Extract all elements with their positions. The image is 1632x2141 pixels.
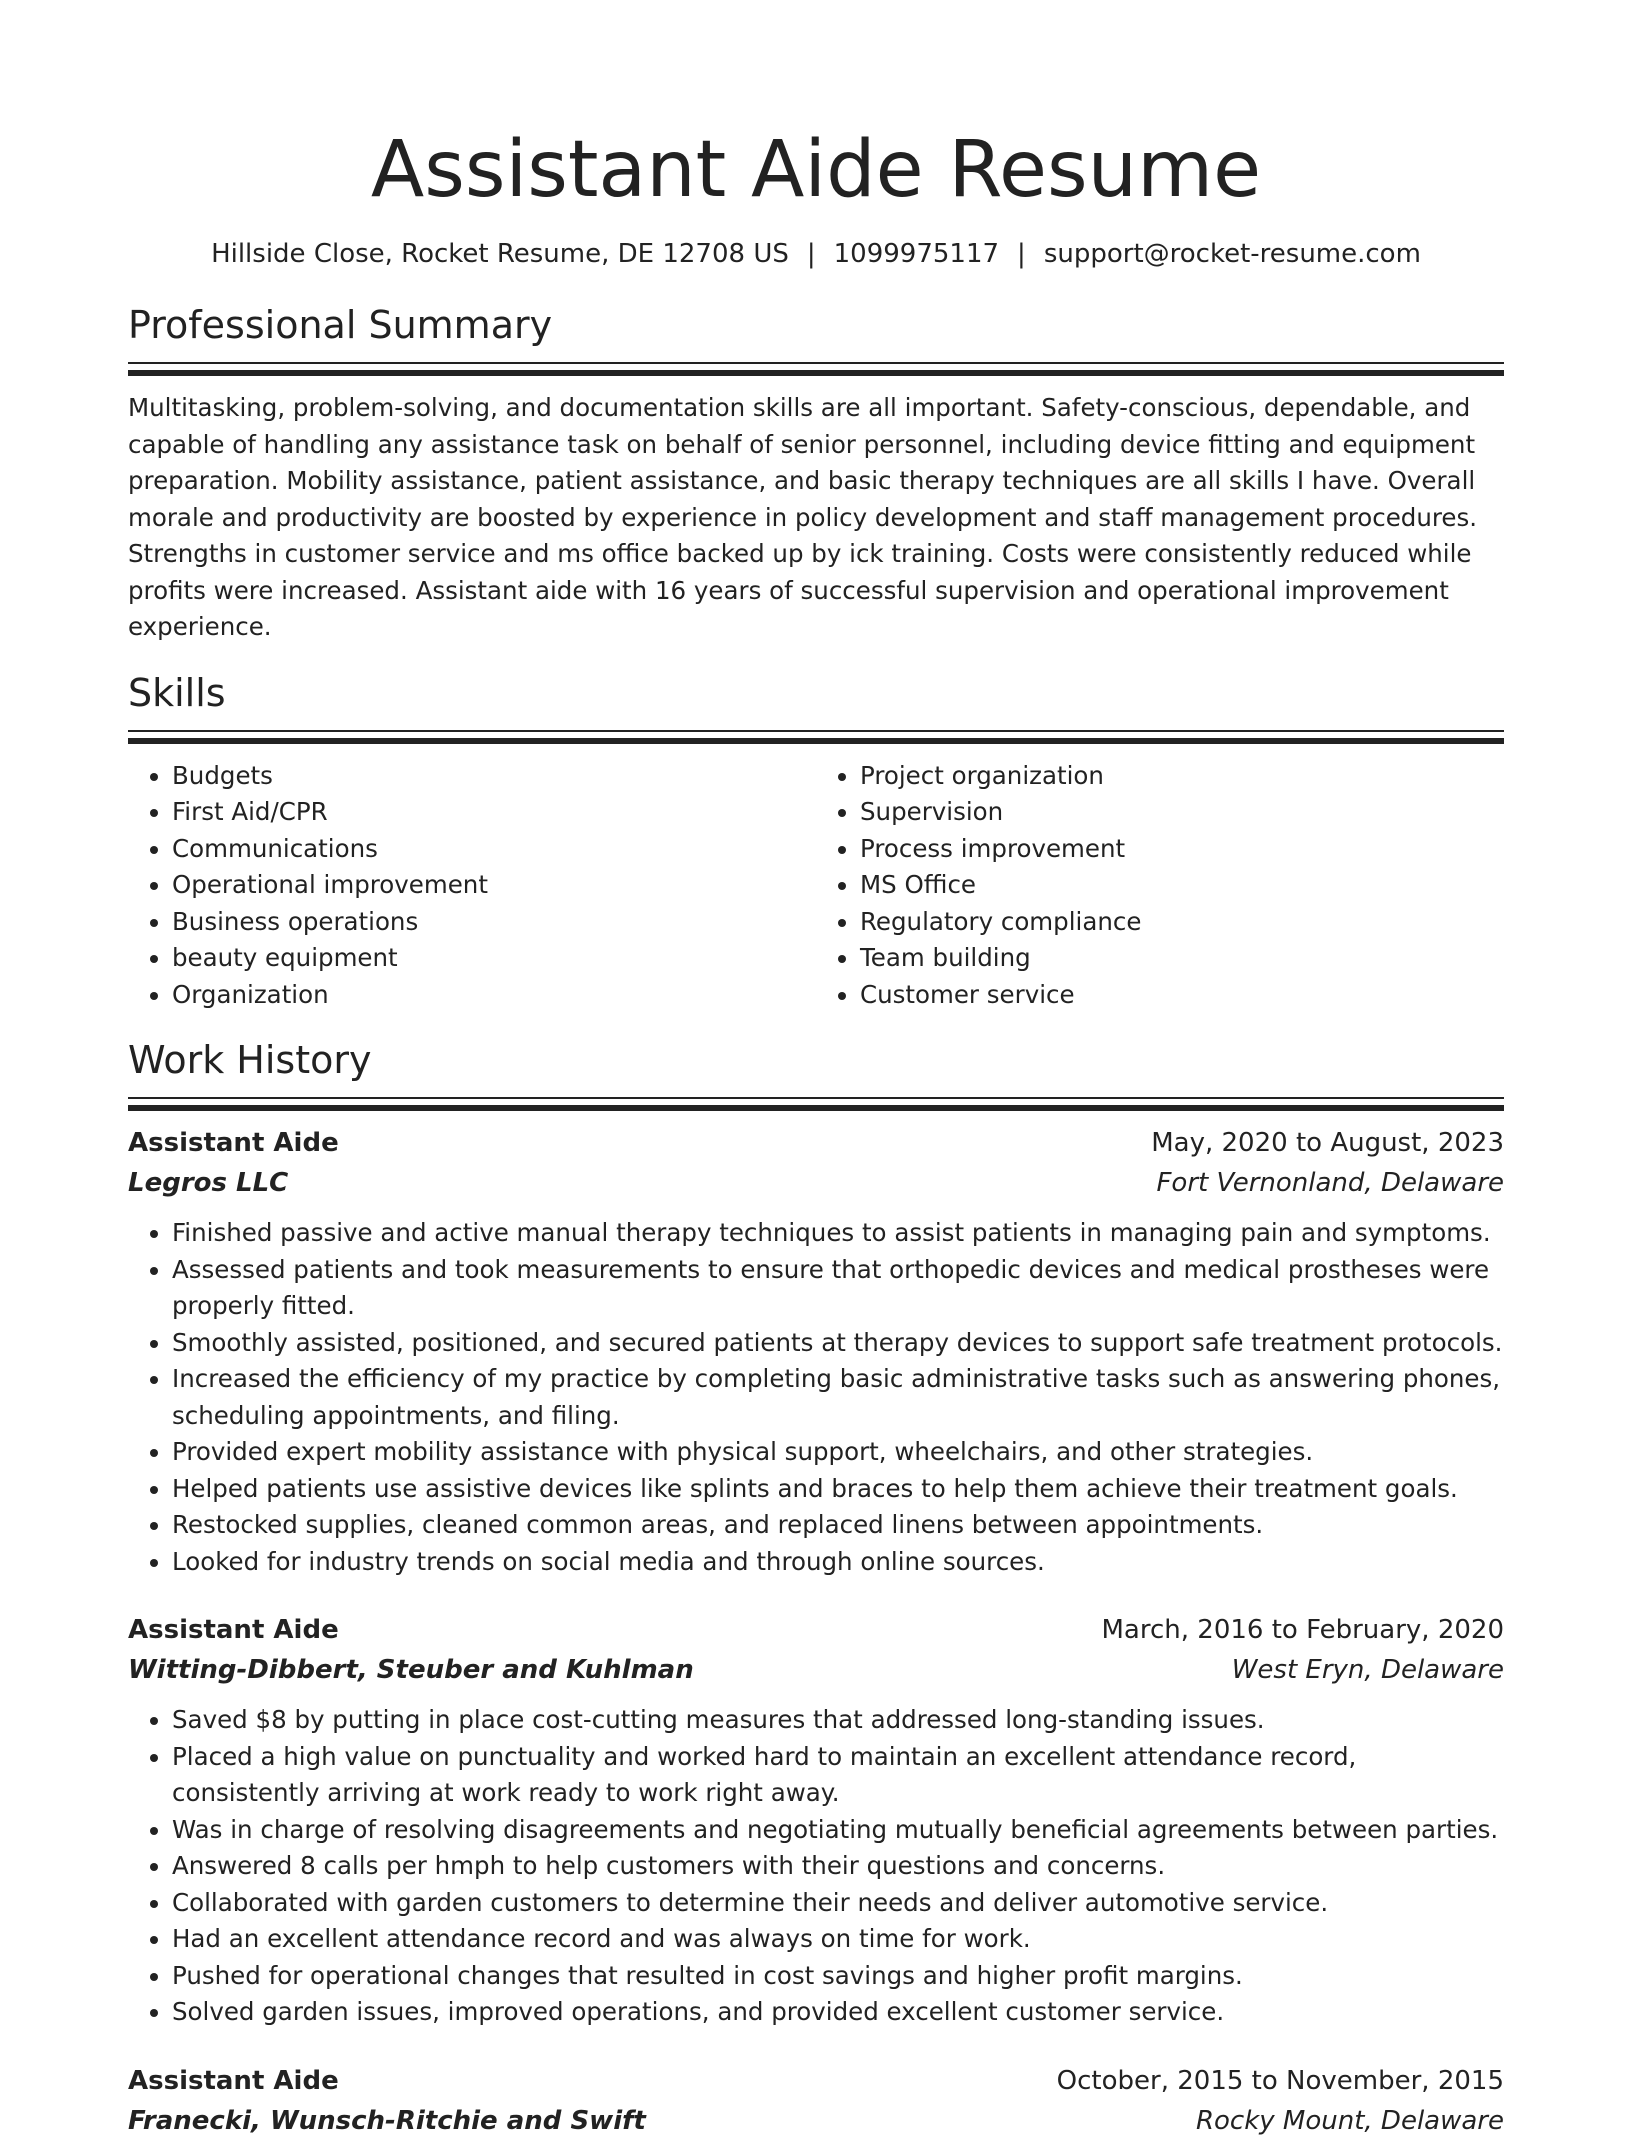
job-entry bbox=[128, 1123, 1504, 1580]
skill-item: • Supervision bbox=[860, 794, 1504, 831]
job-duty-item: • Solved garden issues, improved operations, and provided excellent customer service. bbox=[172, 1994, 1504, 2031]
skill-item: • Process improvement bbox=[860, 831, 1504, 868]
job-subheader-row bbox=[128, 1650, 1504, 1690]
job-duty-item: • Finished passive and active manual therapy techniques to assist patients in managing pain and symptoms. bbox=[172, 1215, 1504, 1252]
summary-heading: Professional Summary bbox=[128, 303, 553, 347]
job-title: Assistant Aide bbox=[128, 1128, 339, 1158]
job-entry bbox=[128, 1610, 1504, 2031]
job-duty-item: • Had an excellent attendance record and was always on time for work. bbox=[172, 1921, 1504, 1958]
job-duty-item: • Placed a high value on punctuality and worked hard to maintain an excellent attendance record, consistently arriving at work ready to work right away. bbox=[172, 1739, 1504, 1812]
section-divider bbox=[128, 730, 1504, 744]
job-dates: October, 2015 to November, 2015 bbox=[1056, 2065, 1504, 2096]
job-duty-item: • Provided expert mobility assistance with physical support, wheelchairs, and other strategies. bbox=[172, 1434, 1504, 1471]
summary-text: Multitasking, problem-solving, and documentation skills are all important. Safety-conscious, dependable, and capable of handling any assistance task on behalf of senior personnel, including device fitting and equipment preparation. Mobility assistance, patient assistance, and basic therapy techniques are all skills I have. Overall morale and productivity are boosted by experience in policy development and staff management procedures. Strengths in customer service and ms office backed up by ick training. Costs were consistently reduced while profits were increased. Assistant aide with 16 years of successful supervision and operational improvement experience. bbox=[128, 393, 1478, 641]
job-duty-item: • Pushed for operational changes that resulted in cost savings and higher profit margins. bbox=[172, 1958, 1504, 1995]
skill-item: • Customer service bbox=[860, 977, 1504, 1014]
skills-columns bbox=[128, 758, 1504, 1014]
skill-item: • Project organization bbox=[860, 758, 1504, 795]
skill-item: • First Aid/CPR bbox=[172, 794, 816, 831]
job-location: Fort Vernonland, Delaware bbox=[1156, 1168, 1504, 1198]
summary-section bbox=[128, 300, 1504, 646]
skills-list-left bbox=[128, 758, 816, 1014]
work-section bbox=[128, 1035, 1504, 2141]
contact-separator: | bbox=[806, 239, 816, 269]
job-duty-item: • Answered 8 calls per hmph to help customers with their questions and concerns. bbox=[172, 1848, 1504, 1885]
skill-item: • Team building bbox=[860, 940, 1504, 977]
job-title: Assistant Aide bbox=[128, 2065, 339, 2096]
job-duty-item: • Was in charge of resolving disagreements and negotiating mutually beneficial agreements between parties. bbox=[172, 1812, 1504, 1849]
job-entry bbox=[128, 2061, 1504, 2141]
contact-phone: 1099975117 bbox=[833, 239, 1000, 269]
job-dates: May, 2020 to August, 2023 bbox=[1151, 1128, 1504, 1158]
job-company: Franecki, Wunsch-Ritchie and Swift bbox=[128, 2105, 646, 2136]
skill-item: • Regulatory compliance bbox=[860, 904, 1504, 941]
job-header-row bbox=[128, 2061, 1504, 2101]
skill-item: • Operational improvement bbox=[172, 867, 816, 904]
contact-email: support@rocket-resume.com bbox=[1043, 239, 1421, 269]
job-duties-list bbox=[128, 1702, 1504, 2031]
job-duty-item: • Collaborated with garden customers to determine their needs and deliver automotive service. bbox=[172, 1885, 1504, 1922]
skill-item: • MS Office bbox=[860, 867, 1504, 904]
skill-item: • Budgets bbox=[172, 758, 816, 795]
job-duty-item: • Helped patients use assistive devices like splints and braces to help them achieve their treatment goals. bbox=[172, 1471, 1504, 1508]
skill-item: • Organization bbox=[172, 977, 816, 1014]
job-subheader-row bbox=[128, 2101, 1504, 2141]
job-company: Witting-Dibbert, Steuber and Kuhlman bbox=[128, 1655, 694, 1685]
job-duty-item: • Increased the efficiency of my practice by completing basic administrative tasks such as answering phones, scheduling appointments, and filing. bbox=[172, 1361, 1504, 1434]
job-dates: March, 2016 to February, 2020 bbox=[1101, 1615, 1504, 1645]
work-heading: Work History bbox=[128, 1038, 372, 1082]
job-duties-list bbox=[128, 1215, 1504, 1580]
skill-item: • Communications bbox=[172, 831, 816, 868]
job-title: Assistant Aide bbox=[128, 1615, 339, 1645]
job-duty-item: • Saved $8 by putting in place cost-cutting measures that addressed long-standing issues. bbox=[172, 1702, 1504, 1739]
job-duty-item: • Looked for industry trends on social media and through online sources. bbox=[172, 1544, 1504, 1581]
job-duty-item: • Assessed patients and took measurements to ensure that orthopedic devices and medical prostheses were properly fitted. bbox=[172, 1252, 1504, 1325]
contact-line bbox=[128, 236, 1504, 272]
jobs-list bbox=[128, 1123, 1504, 2141]
resume-title: Assistant Aide Resume bbox=[370, 125, 1262, 215]
skill-item: • Business operations bbox=[172, 904, 816, 941]
skills-list-right bbox=[816, 758, 1504, 1014]
job-location: Rocky Mount, Delaware bbox=[1195, 2105, 1504, 2136]
skills-heading: Skills bbox=[128, 670, 226, 715]
job-header-row bbox=[128, 1610, 1504, 1650]
skills-section bbox=[128, 668, 1504, 1014]
job-header-row bbox=[128, 1123, 1504, 1163]
section-divider bbox=[128, 362, 1504, 376]
contact-address: Hillside Close, Rocket Resume, DE 12708 US bbox=[211, 239, 789, 269]
section-divider bbox=[128, 1097, 1504, 1111]
job-subheader-row bbox=[128, 1163, 1504, 1203]
job-duty-item: • Restocked supplies, cleaned common areas, and replaced linens between appointments. bbox=[172, 1507, 1504, 1544]
job-company: Legros LLC bbox=[128, 1168, 289, 1198]
skill-item: • beauty equipment bbox=[172, 940, 816, 977]
contact-separator: | bbox=[1017, 239, 1026, 269]
job-location: West Eryn, Delaware bbox=[1231, 1655, 1504, 1685]
job-duty-item: • Smoothly assisted, positioned, and secured patients at therapy devices to support safe treatment protocols. bbox=[172, 1325, 1504, 1362]
